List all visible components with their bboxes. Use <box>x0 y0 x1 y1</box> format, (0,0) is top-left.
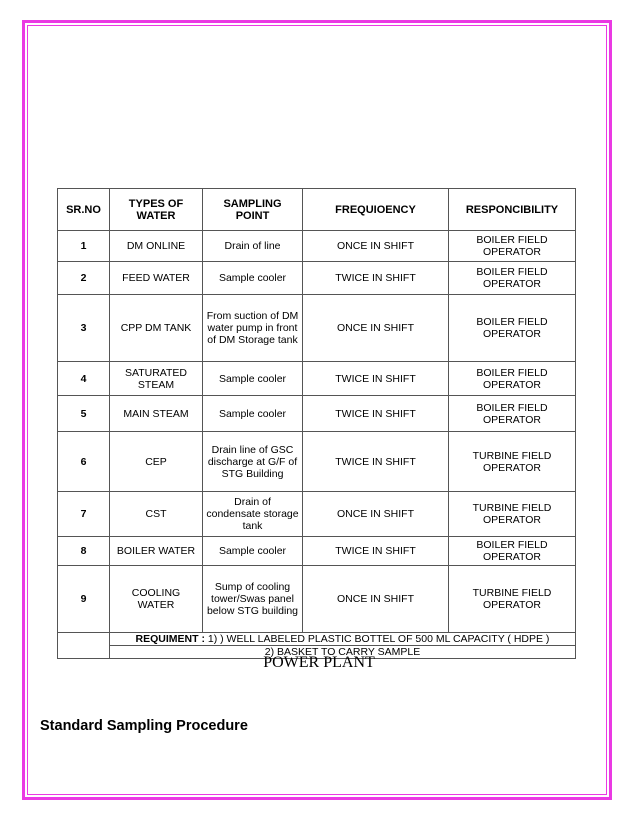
table-row <box>58 262 576 295</box>
header-types-of-water: TYPES OF WATER <box>110 189 203 231</box>
water-type: CEP <box>110 432 203 492</box>
frequency: TWICE IN SHIFT <box>303 396 449 432</box>
table-row <box>58 537 576 566</box>
responsibility: BOILER FIELD OPERATOR <box>449 537 576 566</box>
sr-no: 7 <box>58 492 110 537</box>
frequency: ONCE IN SHIFT <box>303 295 449 362</box>
table-row <box>58 396 576 432</box>
table-row <box>58 295 576 362</box>
sampling-point: Drain line of GSC discharge at G/F of STG Building <box>203 432 303 492</box>
frequency: TWICE IN SHIFT <box>303 362 449 396</box>
sampling-point: Sample cooler <box>203 262 303 295</box>
sampling-point: From suction of DM water pump in front of DM Storage tank <box>203 295 303 362</box>
responsibility: BOILER FIELD OPERATOR <box>449 396 576 432</box>
requirement-row <box>58 633 576 646</box>
table-header-row <box>58 189 576 231</box>
sampling-point: Sample cooler <box>203 537 303 566</box>
responsibility: TURBINE FIELD OPERATOR <box>449 566 576 633</box>
responsibility: BOILER FIELD OPERATOR <box>449 231 576 262</box>
sampling-table <box>57 188 576 659</box>
table-row <box>58 432 576 492</box>
sr-no: 9 <box>58 566 110 633</box>
sr-no: 8 <box>58 537 110 566</box>
frequency: TWICE IN SHIFT <box>303 262 449 295</box>
frequency: ONCE IN SHIFT <box>303 492 449 537</box>
frequency: TWICE IN SHIFT <box>303 537 449 566</box>
requirement-text-1: 1) ) WELL LABELED PLASTIC BOTTEL OF 500 ML CAPACITY ( HDPE ) <box>204 633 550 645</box>
header-responsibility: RESPONCIBILITY <box>449 189 576 231</box>
water-type: CST <box>110 492 203 537</box>
section-heading: Standard Sampling Procedure <box>40 718 248 734</box>
water-type: BOILER WATER <box>110 537 203 566</box>
requirement-line-1 <box>110 633 576 646</box>
frequency: ONCE IN SHIFT <box>303 566 449 633</box>
power-plant-title: POWER PLANT <box>263 654 375 671</box>
water-type: CPP DM TANK <box>110 295 203 362</box>
sr-no: 3 <box>58 295 110 362</box>
requirement-label: REQUIMENT : <box>135 633 205 645</box>
sampling-point: Drain of condensate storage tank <box>203 492 303 537</box>
sampling-point: Drain of line <box>203 231 303 262</box>
sampling-point: Sample cooler <box>203 396 303 432</box>
water-type: SATURATED STEAM <box>110 362 203 396</box>
sr-no: 5 <box>58 396 110 432</box>
responsibility: TURBINE FIELD OPERATOR <box>449 492 576 537</box>
sr-no: 1 <box>58 231 110 262</box>
sr-no: 4 <box>58 362 110 396</box>
header-sampling-point: SAMPLING POINT <box>203 189 303 231</box>
responsibility: BOILER FIELD OPERATOR <box>449 362 576 396</box>
water-type: DM ONLINE <box>110 231 203 262</box>
table-row <box>58 231 576 262</box>
responsibility: BOILER FIELD OPERATOR <box>449 295 576 362</box>
responsibility: BOILER FIELD OPERATOR <box>449 262 576 295</box>
requirement-line-2: 2) BASKET TO CARRY SAMPLE <box>110 646 576 659</box>
table-row <box>58 362 576 396</box>
sampling-point: Sample cooler <box>203 362 303 396</box>
responsibility: TURBINE FIELD OPERATOR <box>449 432 576 492</box>
header-frequency: FREQUIOENCY <box>303 189 449 231</box>
water-type: MAIN STEAM <box>110 396 203 432</box>
header-srno: SR.NO <box>58 189 110 231</box>
table-row <box>58 492 576 537</box>
table-row <box>58 566 576 633</box>
frequency: TWICE IN SHIFT <box>303 432 449 492</box>
sr-no: 6 <box>58 432 110 492</box>
water-type: FEED WATER <box>110 262 203 295</box>
sr-no: 2 <box>58 262 110 295</box>
frequency: ONCE IN SHIFT <box>303 231 449 262</box>
sampling-point: Sump of cooling tower/Swas panel below STG building <box>203 566 303 633</box>
water-type: COOLING WATER <box>110 566 203 633</box>
